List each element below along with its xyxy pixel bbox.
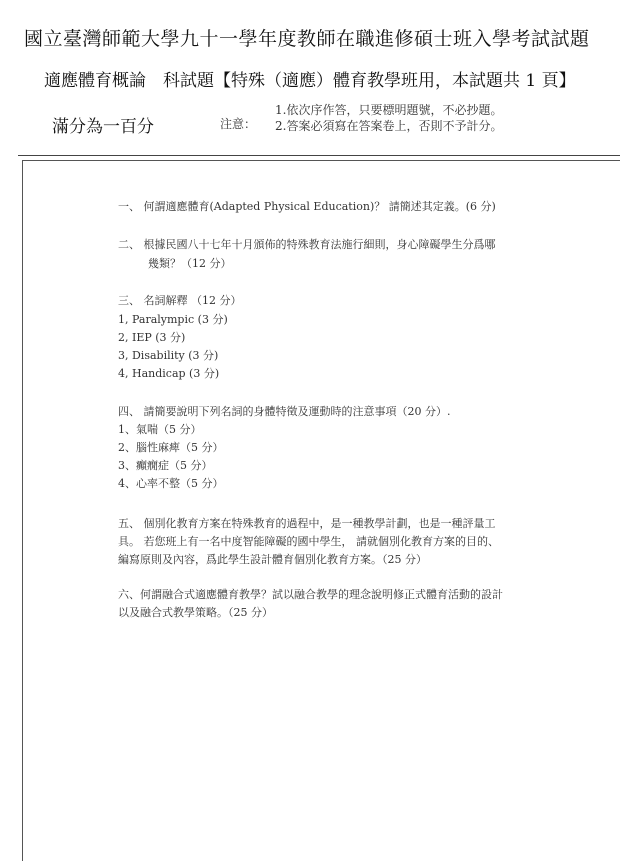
question-5-line: 編寫原則及內容，爲此學生設計體育個別化教育方案。（25 分） bbox=[118, 553, 427, 566]
term-item: 3, Disability (3 分) bbox=[118, 349, 219, 362]
condition-item: 1、氣喘（5 分） bbox=[118, 423, 202, 436]
condition-item: 4、心率不整（5 分） bbox=[118, 477, 224, 490]
question-5-line: 五、 個別化教育方案在特殊教育的過程中，是一種教學計劃，也是一種評量工 bbox=[118, 517, 496, 530]
question-2-continued: 幾類？（12 分） bbox=[148, 257, 232, 270]
header-divider bbox=[18, 155, 620, 156]
question-1: 一、 何謂適應體育(Adapted Physical Education)？ 請簡述其定義。(6 分) bbox=[118, 200, 496, 213]
notice-item: 2.答案必須寫在答案卷上，否則不予計分。 bbox=[275, 119, 503, 133]
total-score: 滿分為一百分 bbox=[52, 117, 154, 137]
question-4: 四、 請簡要說明下列名詞的身體特徵及運動時的注意事項（20 分）. bbox=[118, 405, 451, 418]
term-item: 2, IEP (3 分) bbox=[118, 331, 186, 344]
question-6-line: 六、何謂融合式適應體育教學？試以融合教學的理念說明修正式體育活動的設計 bbox=[118, 588, 503, 601]
question-3-terms bbox=[118, 311, 228, 383]
question-6-line: 以及融合式教學策略。（25 分） bbox=[118, 606, 273, 619]
notice-label: 注意： bbox=[220, 117, 257, 131]
notice-list bbox=[275, 102, 502, 134]
question-5-line: 具。 若您班上有一名中度智能障礙的國中學生， 請就個別化教育方案的目的、 bbox=[118, 535, 499, 548]
exam-title: 國立臺灣師範大學九十一學年度教師在職進修碩士班入學考試試題 bbox=[24, 28, 590, 50]
condition-item: 2、腦性麻痺（5 分） bbox=[118, 441, 224, 454]
term-item: 4, Handicap (3 分) bbox=[118, 367, 220, 380]
question-5 bbox=[118, 515, 558, 569]
condition-item: 3、癲癇症（5 分） bbox=[118, 459, 213, 472]
exam-subject-line: 適應體育概論 科試題【特殊（適應）體育教學班用，本試題共 1 頁】 bbox=[44, 71, 576, 91]
question-4-items bbox=[118, 421, 224, 493]
question-6 bbox=[118, 586, 558, 622]
question-2: 二、 根據民國八十七年十月頒佈的特殊教育法施行細則，身心障礙學生分爲哪 bbox=[118, 238, 496, 251]
notice-item: 1.依次序作答，只要標明題號，不必抄題。 bbox=[275, 103, 503, 117]
question-3: 三、 名詞解釋 （12 分） bbox=[118, 294, 242, 307]
answer-frame bbox=[22, 160, 620, 861]
term-item: 1, Paralympic (3 分) bbox=[118, 313, 228, 326]
